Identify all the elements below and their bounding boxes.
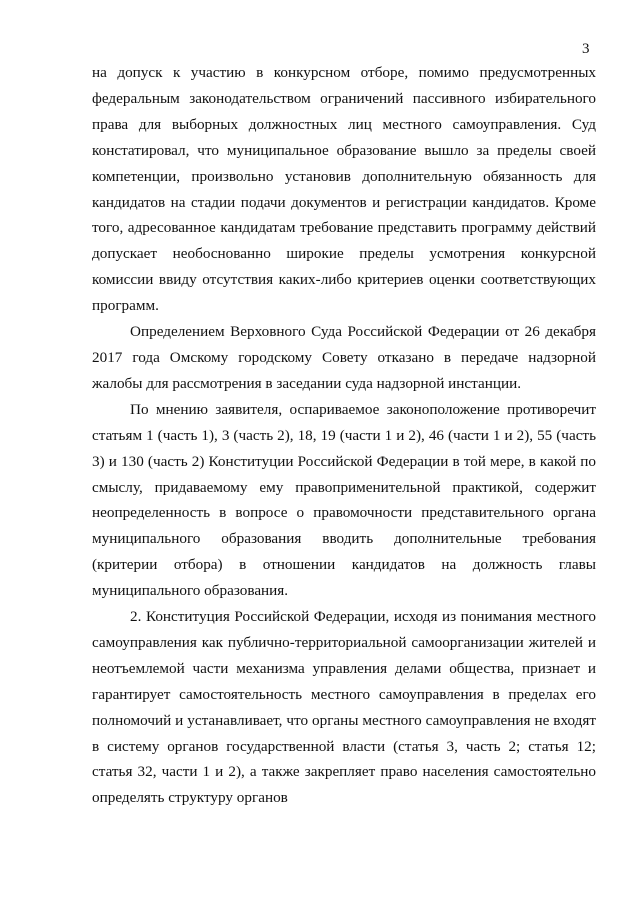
paragraph-constitution-section-2: 2. Конституция Российской Федерации, исходя из понимания местного самоуправления как публично-территориальной самоорганизации жителей и неотъемлемой части механизма управления делами общества, признает и гарантирует самостоятельность местного самоуправления в пределах его полномочий и устанавливает, что органы местного самоуправления не входят в систему органов государственной власти (статья 3, часть 2; статья 12; статья 32, части 1 и 2), а также закрепляет право населения самостоятельно определять структуру органов bbox=[92, 608, 596, 807]
document-body bbox=[92, 60, 596, 811]
paragraph-supreme-court-ruling: Определением Верховного Суда Российской Федерации от 26 декабря 2017 года Омскому городскому Совету отказано в передаче надзорной жалобы для рассмотрения в заседании суда надзорной инстанции. bbox=[92, 323, 596, 392]
paragraph-continuation: на допуск к участию в конкурсном отборе, помимо предусмотренных федеральным законодательством ограничений пассивного избирательного права для выборных должностных лиц местного самоуправления. Суд констатировал, что муниципальное образование вышло за пределы своей компетенции, произвольно установив дополнительную обязанность для кандидатов на стадии подачи документов и регистрации кандидатов. Кроме того, адресованное кандидатам требование представить программу действий допускает необоснованно широкие пределы усмотрения конкурсной комиссии ввиду отсутствия каких-либо критериев оценки соответствующих программ. bbox=[92, 64, 596, 315]
paragraph-applicant-position: По мнению заявителя, оспариваемое законоположение противоречит статьям 1 (часть 1), 3 (часть 2), 18, 19 (части 1 и 2), 46 (части 1 и 2), 55 (часть 3) и 130 (часть 2) Конституции Российской Федерации в той мере, в какой по смыслу, придаваемому ему правоприменительной практикой, содержит неопределенность в вопросе о правомочности представительного органа муниципального образования вводить дополнительные требования (критерии отбора) в отношении кандидатов на должность главы муниципального образования. bbox=[92, 400, 596, 600]
page-number: 3 bbox=[582, 41, 590, 57]
